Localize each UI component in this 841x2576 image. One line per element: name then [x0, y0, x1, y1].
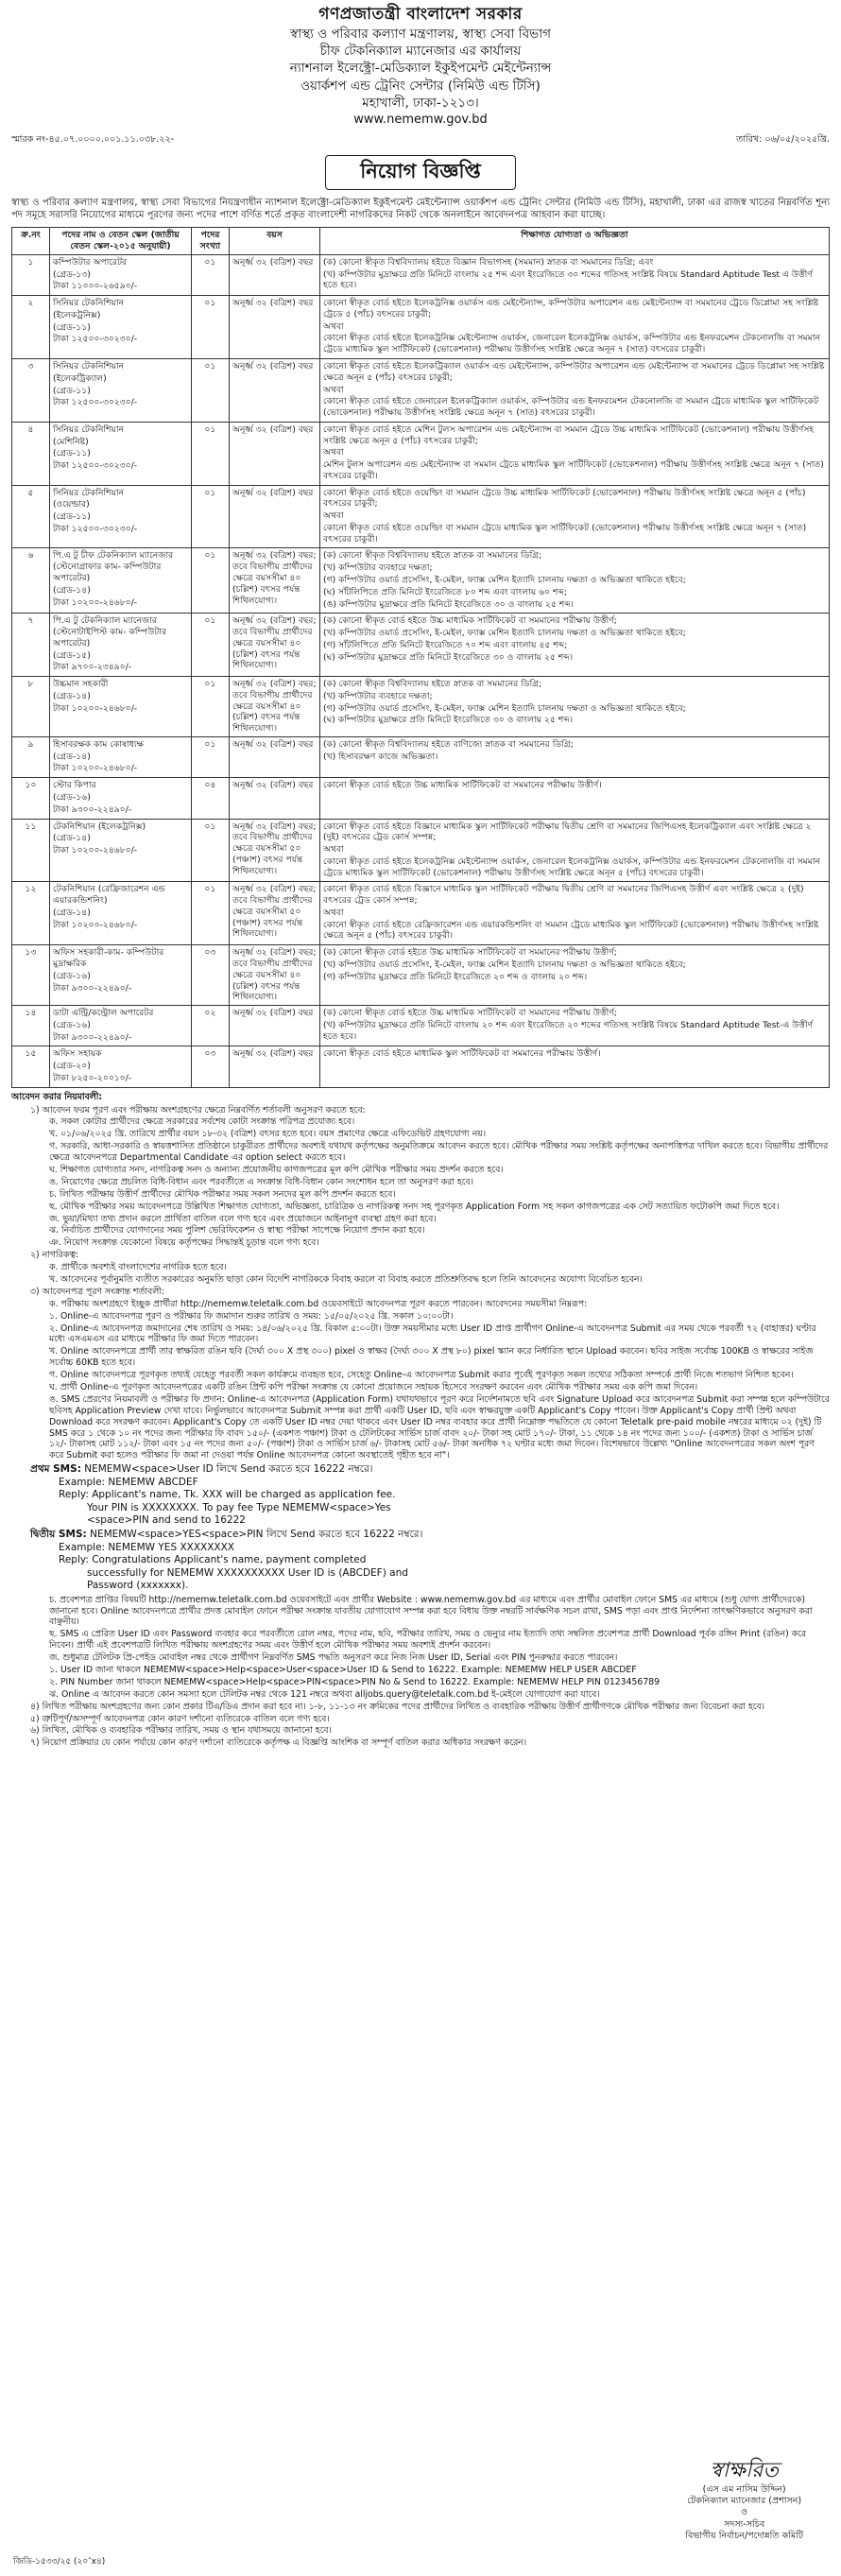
row-count: ০১	[192, 548, 230, 614]
row-count: ০১	[192, 485, 230, 548]
row-post	[50, 296, 192, 359]
requirement-line: (খ) কম্পিউটার ওয়ার্ড প্রসেসিং, ই-মেইল, ফ্যাক্স মেশিন ইত্যাদি চালনায় দক্ষতা ও অভিজ্ঞতা থাকিতে হইবে;	[323, 959, 686, 970]
row-serial: ৭	[12, 614, 50, 677]
post-line: টাকা ১০২০০-২৪৬৮০/-	[53, 763, 138, 774]
rule-2a: ক. প্রার্থীকে অবশ্যই বাংলাদেশের নাগরিক হতে হবে।	[49, 1262, 227, 1273]
rule-7: ৭) নিয়োগ প্রক্রিয়ার যে কোন পর্যায়ে কোন কারণ দর্শানো ব্যতিরেকে কর্তৃপক্ষ এ বিজ্ঞপ্তি আংশিক বা সম্পূর্ণ বাতিল করার অধিকার সংরক্ষণ করেন।	[30, 1738, 527, 1749]
post-line: টাকা ১২৫০০-৩০২৩০/-	[53, 523, 138, 534]
row-count: ০১	[192, 422, 230, 485]
row-count: ০৩	[192, 1046, 230, 1087]
vacancy-table	[11, 227, 830, 1087]
post-line: কম্পিউটার অপারেটর	[53, 256, 128, 268]
sms2-text: NEMEMW<space>YES<space>PIN লিখে Send করতে হবে 16222 নম্বরে।	[90, 1529, 423, 1541]
requirement-line: (গ) কম্পিউটার ওয়ার্ড প্রসেসিং, ই-মেইল, ফ্যাক্স মেশিন ইত্যাদি চালনায় দক্ষতা ও অভিজ্ঞতা থাকিতে হইবে;	[323, 575, 686, 585]
post-line: টেকনিশিয়ান (রেফ্রিজারেশন এন্ড এয়ারকন্ডিশনিং)	[53, 884, 165, 907]
rule-3g: ছ. SMS এ প্রেরিত User ID এবং Password ব্যবহার করে পরবর্তীতে রোল নম্বর, পদের নাম, ছবি, পরীক্ষার তারিখ, সময় ও ভেন্যুর নাম ইত্যাদি তথ্য সম্বলিত প্রবেশপত্র প্রার্থী Download পূর্বক রঙ্গিন Print (রঙিন) করে নিবেন। প্রার্থী এই প্রবেশপত্রটি লিখিত পরীক্ষায় অংশগ্রহণের সময় এবং উত্তীর্ণ হলে মৌখিক পরীক্ষার সময় অবশ্যই প্রদর্শন করবেন।	[49, 1629, 807, 1651]
requirement-line: অথবা	[323, 384, 344, 395]
sms2-reply-1: Reply: Congratulations Applicant's name, payment completed	[59, 1554, 367, 1566]
row-serial: ১২	[12, 882, 50, 945]
institute-line: ন্যাশনাল ইলেক্ট্রো-মেডিক্যাল ইকুইপমেন্ট মেইন্টেন্যান্স	[289, 61, 552, 77]
row-age: অনূর্ধ্ব ৩২ (বত্রিশ) বছর	[230, 358, 320, 422]
office-line: চীফ টেকনিক্যাল ম্যানেজার এর কার্যালয়	[319, 43, 522, 60]
instructions	[11, 1092, 830, 1750]
row-requirements	[320, 677, 830, 737]
post-line: টাকা ১২৫০০-৩০২৩০/-	[53, 397, 138, 408]
sms1-example: Example: NEMEMW ABCDEF	[59, 1476, 198, 1488]
notice-page	[11, 0, 830, 1749]
row-age: অনূর্ধ্ব ৩২ (বত্রিশ) বছর	[230, 736, 320, 777]
gov-title: গণপ্রজাতন্ত্রী বাংলাদেশ সরকার	[318, 5, 523, 24]
row-age: অনূর্ধ্ব ৩২ (বত্রিশ) বছর	[230, 422, 320, 485]
row-age: অনূর্ধ্ব ৩২ (বত্রিশ) বছর; তবে বিভাগীয় প্রার্থীদের ক্ষেত্রে বয়সসীমা ৪০ (চল্লিশ) বৎসর পর্যন্ত শিথিলযোগ্য।	[230, 548, 320, 614]
row-post	[50, 736, 192, 777]
post-line: (গ্রেড-২০)	[53, 1061, 91, 1072]
table-row	[12, 1006, 830, 1046]
sms1-reply-1: Reply: Applicant's name, Tk. XXX will be charged as application fee.	[59, 1489, 396, 1501]
post-line: টাকা ১০২০০-২৪৬৮০/-	[53, 702, 138, 714]
table-row	[12, 296, 830, 359]
row-age: অনূর্ধ্ব ৩২ (বত্রিশ) বছর	[230, 296, 320, 359]
row-age: অনূর্ধ্ব ৩২ (বত্রিশ) বছর; তবে বিভাগীয় প্রার্থীদের ক্ষেত্রে বয়সসীমা ৫০ (পঞ্চাশ) বৎসর পর্যন্ত শিথিলযোগ্য।	[230, 819, 320, 882]
row-age: অনূর্ধ্ব ৩২ (বত্রিশ) বছর	[230, 1046, 320, 1087]
table-body	[12, 254, 830, 1087]
post-line: টাকা ১১০০০-২৬৫৯০/-	[53, 281, 138, 292]
row-post	[50, 882, 192, 945]
requirement-line: (খ) কম্পিউটার ওয়ার্ড প্রসেসিং, ই-মেইল, ফ্যাক্স মেশিন ইত্যাদি চালনায় দক্ষতা ও অভিজ্ঞতা থাকিতে হইবে;	[323, 628, 686, 639]
requirement-line: (ক) কোনো স্বীকৃত বোর্ড হইতে উচ্চ মাধ্যমিক সার্টিফিকেট বা সমমানের পরীক্ষায় উত্তীর্ণ;	[323, 1008, 617, 1019]
row-requirements	[320, 254, 830, 295]
rule-4: ৪) লিখিত পরীক্ষায় অংশগ্রহণের জন্য কোন প্রকার টিএ/ডিএ প্রদান করা হবে না। ১-৮, ১১-১৩ নং ক্রমিকের পদের প্রার্থীদের লিখিত ও ব্যবহারিক পরীক্ষায় উত্তীর্ণ প্রার্থীগণকে মৌখিক পরীক্ষার জন্য বিবেচনা করা হবে।	[30, 1701, 764, 1712]
rule-1e: ঙ. নিয়োগের ক্ষেত্রে প্রচলিত বিধি-বিধান এবং পরবর্তীতে এ সংক্রান্ত বিধি-বিধান কোন সংশোধন হলে তা অনুসরণ করা হবে।	[49, 1176, 473, 1187]
requirement-line: (ক) কোনো স্বীকৃত বিশ্ববিদ্যালয় হইতে বাণিজ্যে স্নাতক বা সমমানের ডিগ্রি;	[323, 738, 574, 750]
row-age: অনূর্ধ্ব ৩২ (বত্রিশ) বছর; তবে বিভাগীয় প্রার্থীদের ক্ষেত্রে বয়সসীমা ৪০ (চল্লিশ) বৎসর পর্যন্ত শিথিলযোগ্য।	[230, 945, 320, 1006]
post-line: ডাটা এন্ট্রি/কন্ট্রোল অপারেটর	[53, 1008, 154, 1019]
row-serial: ১০	[12, 778, 50, 819]
post-line: (গ্রেড-১১)	[53, 448, 91, 459]
row-requirements	[320, 614, 830, 677]
row-serial: ৯	[12, 736, 50, 777]
post-line: টাকা ১০২০০-২৪৬৮০/-	[53, 596, 138, 608]
row-count: ০২	[192, 1006, 230, 1046]
sms1-text: NEMEMW<space>User ID লিখে Send করতে হবে 16222 নম্বরে।	[84, 1463, 373, 1476]
table-row	[12, 736, 830, 777]
row-serial: ৬	[12, 548, 50, 614]
rule-1i: ঝ. নির্বাচিত প্রার্থীদের যোগদানের সময় পুলিশ ভেরিফিকেশন ও স্বাস্থ্য পরীক্ষা সাপেক্ষে নিয়োগ প্রদান করা হবে।	[49, 1225, 425, 1236]
row-post	[50, 254, 192, 295]
rule-1d: ঘ. শিক্ষাগত যোগ্যতার সনদ, নাগরিকত্ব সনদ ও অন্যান্য প্রয়োজনীয় কাগজপত্রের মূল কপি মৌখিক পরীক্ষার সময় প্রদর্শন করতে হবে।	[49, 1164, 504, 1175]
row-age: অনূর্ধ্ব ৩২ (বত্রিশ) বছর	[230, 778, 320, 819]
col-header-count: পদের সংখ্যা	[192, 228, 230, 255]
requirement-line: (গ) কম্পিউটার ওয়ার্ড প্রসেসিং, ই-মেইল, ফ্যাক্স মেশিন ইত্যাদি চালনায় দক্ষতা ও অভিজ্ঞতা থাকিতে হইবে;	[323, 702, 686, 714]
post-line: টাকা ১২৫০০-৩০২৩০/-	[53, 460, 138, 472]
ministry-line: স্বাস্থ্য ও পরিবার কল্যাণ মন্ত্রণালয়, স্বাস্থ্য সেবা বিভাগ	[289, 26, 551, 42]
requirement-line: কোনো স্বীকৃত বোর্ড হইতে ওয়েল্ডিং বা সমমান ট্রেডে উচ্চ মাধ্যমিক সার্টিফিকেট (ভোকেশনাল) পরীক্ষায় উত্তীর্ণসহ সংশ্লিষ্ট ক্ষেত্রে অনূন ৫ (পাঁচ) বৎসরের চাকুরী;	[323, 487, 806, 510]
requirement-line: কোনো স্বীকৃত বোর্ড হইতে মেশিন টুলস অপারেশন এন্ড মেইন্টেন্যান্স বা সমমান ট্রেডে উচ্চ মাধ্যমিক সার্টিফিকেট (ভোকেশনাল) পরীক্ষায় উত্তীর্ণসহ সংশ্লিষ্ট ক্ষেত্রে অনূন ৫ (পাঁচ) বৎসরের চাকুরী;	[323, 424, 815, 446]
website-link[interactable]: www.nememw.gov.bd	[353, 112, 488, 128]
post-line: টাকা ১০২০০-২৪৬৮০/-	[53, 919, 138, 930]
sms2-reply-3: Password (xxxxxxx).	[87, 1580, 189, 1592]
sms2-reply-2: successfully for NEMEMW XXXXXXXXXX User ID is (ABCDEF) and	[87, 1566, 408, 1579]
requirement-line: (ক) কোনো স্বীকৃত বিশ্ববিদ্যালয় হইতে স্নাতক বা সমমানের ডিগ্রি;	[323, 679, 542, 690]
application-title: ৩) আবেদনপত্র পূরণ সংক্রান্ত শর্তাবলী:	[30, 1286, 164, 1297]
requirement-line: অথবা	[323, 320, 344, 332]
table-header-row	[12, 228, 830, 255]
requirement-line: কোনো স্বীকৃত বোর্ড হইতে বিজ্ঞানে মাধ্যমিক স্কুল সার্টিফিকেট পরীক্ষায় দ্বিতীয় শ্রেণি বা সমমানের জিপিএসহ ইলেকট্রিক্যাল এবং সংশ্লিষ্ট ক্ষেত্রে ২ (দুই) বৎসরের ট্রেড কোর্স সম্পন্ন;	[323, 821, 812, 843]
post-line: (গ্রেড-১৫)	[53, 649, 91, 661]
row-post	[50, 945, 192, 1006]
col-header-requirements: শিক্ষাগত যোগ্যতা ও অভিজ্ঞতা	[320, 228, 830, 255]
row-requirements	[320, 548, 830, 614]
rule-3a: ক. পরীক্ষায় অংশগ্রহণে ইচ্ছুক প্রার্থীরা http://nememw.teletalk.com.bd ওয়েবসাইটে আবেদনপত্র পূরণ করতে পারবেন। আবেদনের সময়সীমা নিম্নরূপ:	[49, 1298, 588, 1309]
post-line: (গ্রেড-১৬)	[53, 792, 91, 804]
post-line: টাকা ৮২৫০-২০০১০/-	[53, 1072, 132, 1083]
rule-6: ৬) লিখিত, মৌখিক ও ব্যবহারিক পরীক্ষার তারিখ, সময় ও স্থান যথাসময়ে জানানো হবে।	[30, 1725, 332, 1737]
table-row	[12, 254, 830, 295]
row-post	[50, 548, 192, 614]
intro-paragraph: স্বাস্থ্য ও পরিবার কল্যাণ মন্ত্রণালয়, স্বাস্থ্য সেবা বিভাগের নিয়ন্ত্রণাধীন ন্যাশনাল ইলেক্ট্রো-মেডিক্যাল ইকুইপমেন্ট মেইন্টেন্যান্স ওয়ার্কশপ এন্ড ট্রেনিং সেন্টার (নিমিউ এন্ড টিসি), মহাখালী, ঢাকা এর রাজস্ব খাতের নিম্নবর্ণিত শূন্য পদ সমূহে সরাসরি নিয়োগের মাধ্যমে পূরণের জন্য পদের পাশে বর্ণিত শর্তে প্রকৃত বাংলাদেশী নাগরিকদের নিকট থেকে অনলাইনে আবেদনপত্র আহবান করা যাচ্ছে।	[11, 197, 830, 220]
row-post	[50, 422, 192, 485]
post-line: (গ্রেড-১৬)	[53, 1019, 91, 1030]
reference-row	[11, 134, 830, 146]
post-line: (গ্রেড-১৪)	[53, 584, 91, 596]
table-row	[12, 485, 830, 548]
row-requirements	[320, 1046, 830, 1087]
requirement-line: কোনো স্বীকৃত বোর্ড হইতে ইলেকট্রিক্যাল ওয়ার্কস এন্ড মেইন্টেন্যান্স, কম্পিউটার অপারেশন এন্ড মেইন্টেন্যান্স বা সমমানের ট্রেডে ডিপ্লোমা সহ সংশ্লিষ্ট ক্ষেত্রে অনূন ৫ (পাঁচ) বৎসরের চাকুরী;	[323, 360, 825, 383]
requirement-line: (খ) কম্পিউটার ব্যবহারে দক্ষতা;	[323, 690, 433, 701]
signatory-name: (এস এম নাসিম উদ্দিন)	[702, 2484, 786, 2496]
post-line: (ইলেকট্রিক্যাল)	[53, 372, 107, 384]
requirement-line: কোনো স্বীকৃত বোর্ড হইতে ওয়েল্ডিং বা সমমান ট্রেডে মাধ্যমিক স্কুল সার্টিফিকেট (ভোকেশনাল) পরীক্ষায় উত্তীর্ণসহ সংশ্লিষ্ট ক্ষেত্রে অনূন ৭ (সাত) বৎসরের চাকুরী।	[323, 522, 807, 545]
post-line: (ওয়েল্ডার)	[53, 499, 90, 510]
row-age: অনূর্ধ্ব ৩২ (বত্রিশ) বছর; তবে বিভাগীয় প্রার্থীদের ক্ষেত্রে বয়সসীমা ৫০ (পঞ্চাশ) বৎসর পর্যন্ত শিথিলযোগ্য।	[230, 882, 320, 945]
row-post	[50, 614, 192, 677]
col-header-age: বয়স	[230, 228, 320, 255]
row-requirements	[320, 485, 830, 548]
row-post	[50, 358, 192, 422]
col-header-serial: ক্র.নং	[12, 228, 50, 255]
post-line: (ইলেকট্রনিক্স)	[53, 309, 101, 320]
row-requirements	[320, 882, 830, 945]
row-requirements	[320, 358, 830, 422]
row-requirements	[320, 296, 830, 359]
post-line: (গ্রেড-১৪)	[53, 751, 91, 762]
table-row	[12, 677, 830, 737]
requirement-line: (খ) কম্পিউটার মুদ্রাক্ষরে প্রতি মিনিটে বাংলায় ২০ শব্দ এবং ইংরেজিতে ২০ শব্দের গতিসহ সংশ্লিষ্ট বিষয়ে Standard Aptitude Test-এ উত্তীর্ণ হতে হবে।	[323, 1019, 814, 1042]
notice-title: নিয়োগ বিজ্ঞপ্তি	[325, 155, 516, 190]
table-row	[12, 882, 830, 945]
post-line: টেকনিশিয়ান (ইলেকট্রনিক্স)	[53, 821, 146, 832]
rule-5: ৫) ত্রুটিপূর্ণ/অসম্পূর্ণ আবেদনপত্র কোন কারণ দর্শানো ব্যতিরেকে বাতিল বলে গণ্য হবে।	[30, 1713, 330, 1724]
row-age: অনূর্ধ্ব ৩২ (বত্রিশ) বছর	[230, 254, 320, 295]
rule-1j: ঞ. নিয়োগ সংক্রান্ত যেকোনো বিষয়ে কর্তৃপক্ষের সিদ্ধান্তই চূড়ান্ত বলে গণ্য হবে।	[49, 1237, 319, 1249]
rule-3h2: ২. PIN Number জানা থাকলে NEMEMW<space>Help<space>PIN<space>PIN No & Send to 16222. Example: NEMEMW HELP PIN 0123456789	[49, 1676, 661, 1687]
post-line: (গ্রেড-১৪)	[53, 690, 91, 701]
rule-3b: খ. Online আবেদনপত্রে প্রার্থী তার স্বাক্ষরিত রঙিন ছবি (দৈর্ঘ্য ৩০০ X প্রস্থ ৩০০) pixel ও স্বাক্ষর (দৈর্ঘ্য ৩০০ X প্রস্থ ৮০) pixel স্ক্যান করে নির্ধারিত স্থানে Upload করবেন। ছবির সাইজ সর্বোচ্চ 100KB ও স্বাক্ষরের সাইজ সর্বোচ্চ 60KB হতে হবে।	[49, 1346, 814, 1369]
post-line: অফিস সহকারী-কাম- কম্পিউটার মুদ্রাক্ষরিক	[53, 947, 164, 969]
rule-3d: ঘ. প্রার্থী Online-এ পূরণকৃত আবেদনপত্রের একটি রঙিন প্রিন্ট কপি পরীক্ষা সংক্রান্ত যে কোনো প্রয়োজনে সহায়ক হিসেবে সংরক্ষণ করবেন এবং মৌখিক পরীক্ষার সময় এক কপি জমা দিবেন।	[49, 1382, 698, 1392]
row-serial: ১	[12, 254, 50, 295]
post-line: পি.এ টু টেকনিক্যাল ম্যানেজার (স্টেনোটাইপিস্ট কাম- কম্পিউটার অপারেটর)	[53, 615, 167, 648]
requirement-line: মেশিন টুলস অপারেশন এন্ড মেইন্টেন্যান্স বা সমমান ট্রেডে মাধ্যমিক স্কুল সার্টিফিকেট (ভোকেশনাল) পরীক্ষায় উত্তীর্ণসহ সংশ্লিষ্ট ক্ষেত্রে অনূন ৭ (সাত) বৎসরের চাকুরী।	[323, 459, 824, 481]
row-post	[50, 819, 192, 882]
row-serial: ৪	[12, 422, 50, 485]
table-row	[12, 778, 830, 819]
row-age: অনূর্ধ্ব ৩২ (বত্রিশ) বছর; তবে বিভাগীয় প্রার্থীদের ক্ষেত্রে বয়সসীমা ৪০ (চল্লিশ) বৎসর পর্যন্ত শিথিলযোগ্য।	[230, 614, 320, 677]
signatory-designation: টেকনিক্যাল ম্যানেজার (প্রশাসন)	[687, 2496, 802, 2507]
post-line: টাকা ৯৩০০-২২৪৯০/-	[53, 1031, 132, 1043]
post-line: উচ্চমান সহকারী	[53, 679, 109, 690]
rule-3i: ঝ. Online এ আবেদন করতে কোন সমস্যা হলে টেলিটক নম্বর থেকে 121 নম্বরে অথবা alljobs.query@teletalk.com.bd ই-মেইলে যোগাযোগ করা যাবে।	[49, 1688, 600, 1700]
row-serial: ৩	[12, 358, 50, 422]
rule-3a1: ১. Online-এ আবেদনপত্র পূরণ ও পরীক্ষার ফি জমাদান শুরুর তারিখ ও সময়: ১৫/০৫/২০২৫ খ্রি. সকাল ১০:০০টা।	[49, 1310, 454, 1322]
sms-first	[30, 1463, 830, 1527]
row-age: অনূর্ধ্ব ৩২ (বত্রিশ) বছর	[230, 485, 320, 548]
row-count: ০৪	[192, 778, 230, 819]
post-line: স্টোর কিপার	[53, 780, 96, 791]
rule-2b: খ. আবেদনের পূর্বানুমতি ব্যতীত সরকারের অনুমতি ছাড়া কোন বিদেশি নাগরিককে বিবাহ করলে বা বিবাহ করতে প্রতিশ্রুতিবদ্ধ হলে তিনি আবেদনের অযোগ্য বিবেচিত হবেন।	[49, 1273, 643, 1285]
row-count: ০১	[192, 882, 230, 945]
requirement-line: কোনো স্বীকৃত বোর্ড হইতে জেনারেল ইলেকট্রিক্যাল ওয়ার্কস, কম্পিউটার এন্ড ইনফরমেশন টেকনোলজি বা সমমান ট্রেডে মাধ্যমিক স্কুল সার্টিফিকেট (ভোকেশনাল) পরীক্ষায় উত্তীর্ণসহ সংশ্লিষ্ট ক্ষেত্রে অনূন ৭ (সাত) বৎসরের চাকুরী।	[323, 396, 819, 419]
requirement-line: অথবা	[323, 510, 344, 522]
row-post	[50, 1046, 192, 1087]
row-serial: ১৩	[12, 945, 50, 1006]
requirement-line: কোনো স্বীকৃত বোর্ড হইতে রেফ্রিজারেশন এন্ড এয়ারকন্ডিশনিং বা সমমান ট্রেডে মাধ্যমিক স্কুল সার্টিফিকেট (ভোকেশনাল) পরীক্ষায় উত্তীর্ণসহ সংশ্লিষ্ট ক্ষেত্রে অনূন ৫ (পাঁচ) বৎসরের চাকুরী।	[323, 919, 819, 942]
post-line: (গ্রেড-১১)	[53, 321, 91, 333]
post-line: অফিস সহায়ক	[53, 1048, 102, 1060]
requirement-line: (ঘ) সাঁটলিপিতে প্রতি মিনিটে ইংরেজিতে ৮০ শব্দ এবং বাংলায় ৬০ শব্দ;	[323, 586, 568, 597]
row-requirements	[320, 945, 830, 1006]
row-serial: ২	[12, 296, 50, 359]
requirement-line: (ক) কোনো স্বীকৃত বোর্ড হইতে উচ্চ মাধ্যমিক সার্টিফিকেট বা সমমানের পরীক্ষায় উত্তীর্ণ;	[323, 947, 617, 959]
rule-3e: ঙ. SMS প্রেরণের নিয়মাবলী ও পরীক্ষার ফি প্রদান: Online-এ আবেদনপত্র (Application Form) যথাযথভাবে পূরণ করে নির্দেশনামতে ছবি এবং Signature Upload করে আবেদনপত্র Submit করা সম্পন্ন হলে কম্পিউটারে ছবিসহ Application Preview দেখা যাবে। নির্ভুলভাবে আবেদনপত্র Submit সম্পন্ন করা প্রার্থী একটি User ID, ছবি এবং স্বাক্ষরযুক্ত একটি Applicant's Copy পাবেন। উক্ত Applicant's Copy প্রার্থী প্রিন্ট অথবা Download করে সংরক্ষণ করবেন। Applicant's Copy তে একটি User ID নম্বর দেয়া থাকবে এবং User ID নম্বর ব্যবহার করে প্রার্থী নিম্নোক্ত পদ্ধতিতে যে কোনো Teletalk pre-paid mobile নম্বরের মাধ্যমে ০২ (দুই) টি SMS করে ১ থেকে ১০ নং পদের জন্য পরীক্ষার ফি বাবদ ১৫০/- (একশত পঞ্চাশ) টাকা ও টেলিটকের সার্ভিস চার্জ বাবদ ২০/- টাকা সহ মোট ১৭০/- টাকা, ১১ থেকে ১৪ নং পদের জন্য ১০০/- (একশত) টাকা ও সার্ভিস চার্জ ১২/- টাকাসহ মোট ১১২/- টাকা এবং ১৫ নং পদের জন্য ৫০/- (পঞ্চাশ) টাকা ও সার্ভিস চার্জ ৬/- টাকাসহ মোট ৫৬/- টাকা অনধিক ৭২ ঘণ্টার মধ্যে জমা দিবেন। বিশেষভাবে উল্লেখ্য "Online আবেদনপত্রের সকল অংশ পূরণ করে Submit করা হলেও পরীক্ষার ফি জমা না দেওয়া পর্যন্ত Online আবেদনপত্র কোনো অবস্থাতেই গৃহীত হবে না"।	[49, 1393, 830, 1461]
requirement-line: (গ) সাঁটলিপিতে প্রতি মিনিটে ইংরেজিতে ৭০ শব্দ এবং বাংলায় ৪৫ শব্দ;	[323, 639, 568, 650]
row-requirements	[320, 778, 830, 819]
signatory-role-4: বিভাগীয় নির্বাচন/পদোন্নতি কমিটি	[685, 2530, 803, 2541]
row-count: ০১	[192, 819, 230, 882]
post-line: হিসাবরক্ষক কাম কোষাধ্যক্ষ	[53, 738, 145, 750]
requirement-line: (ঘ) কম্পিউটার মুদ্রাক্ষরে প্রতি মিনিটে ইংরেজিতে ৩০ ও বাংলায় ২৫ শব্দ।	[323, 715, 573, 726]
rule-1a: ক. সকল কোটার প্রার্থীদের ক্ষেত্রে সরকারের সর্বশেষ কোটা সংক্রান্ত পরিপত্র প্রযোজ্য হবে।	[49, 1116, 355, 1128]
post-line: (গ্রেড-১৩)	[53, 268, 91, 280]
sms1-label: প্রথম SMS:	[30, 1463, 81, 1476]
post-line: (গ্রেড-১৬)	[53, 970, 91, 981]
rule-1f: চ. লিখিত পরীক্ষায় উত্তীর্ণ প্রার্থীদের মৌখিক পরীক্ষার সময় সকল সনদের মূল কপি প্রদর্শন করতে হবে।	[49, 1188, 396, 1200]
row-count: ০১	[192, 254, 230, 295]
notice-date: তারিখ: ০৬/০৫/২০২৫খ্রি.	[736, 133, 830, 145]
memo-number: স্মারক নং-৪৫.০৭.০০০০.০০১.১১.০৩৮.২২-	[11, 133, 175, 145]
row-post	[50, 1006, 192, 1046]
col-header-post: পদের নাম ও বেতন স্কেল (জাতীয় বেতন স্কেল-২০১৫ অনুযায়ী)	[50, 228, 192, 255]
requirement-line: অথবা	[323, 844, 344, 856]
requirement-line: (গ) কম্পিউটার মুদ্রাক্ষরে প্রতি মিনিটে ইংরেজিতে ২০ শব্দ ও বাংলায় ২০ শব্দ।	[323, 971, 588, 982]
row-requirements	[320, 819, 830, 882]
rules-title: আবেদন করার নিয়মাবলী:	[11, 1091, 103, 1102]
post-line: সিনিয়র টেকনিশিয়ান	[53, 360, 125, 372]
requirement-line: (ক) কোনো স্বীকৃত বিশ্ববিদ্যালয় হইতে বিজ্ঞান বিভাগসহ (সমমান) স্নাতক বা সমমানের ডিগ্রি; এবং	[323, 256, 654, 268]
requirement-line: কোনো স্বীকৃত বোর্ড হইতে ইলেকট্রনিক্স মেইন্টেন্যান্স ওয়ার্কস, জেনারেল ইলেকট্রনিক্স ওয়ার্কস, কম্পিউটার এন্ড ইনফরমেশন টেকনোলজি বা সমমান ট্রেডে মাধ্যমিক স্কুল সার্টিফিকেট (ভোকেশনাল) পরীক্ষায় উত্তীর্ণসহ সংশ্লিষ্ট ক্ষেত্রে অনূন ৭ (সাত) বৎসরের চাকুরী।	[323, 333, 821, 355]
rule-1g: ছ. মৌখিক পরীক্ষার সময় আবেদনপত্রে উল্লিখিত শিক্ষাগত যোগ্যতা, অভিজ্ঞতা, চারিত্রিক ও নাগরিকত্ব সনদ সহ পূরণকৃত Application Form সহ সকল কাগজপত্রের এক সেট সত্যায়িত ফটোকপি জমা দিতে হবে।	[49, 1201, 780, 1212]
post-line: টাকা ৯৩০০-২২৪৯০/-	[53, 804, 132, 815]
sms-second	[30, 1529, 830, 1592]
requirement-line: (ঘ) কম্পিউটার মুদ্রাক্ষরে প্রতি মিনিটে ইংরেজিতে ৩০ ও বাংলায় ২৫ শব্দ।	[323, 651, 573, 663]
row-age: অনূর্ধ্ব ৩২ (বত্রিশ) বছর; তবে বিভাগীয় প্রার্থীদের ক্ষেত্রে বয়সসীমা ৪০ (চল্লিশ) বৎসর পর্যন্ত শিথিলযোগ্য।	[230, 677, 320, 737]
sms2-label: দ্বিতীয় SMS:	[30, 1529, 87, 1541]
institute-line-2: ওয়ার্কশপ এন্ড ট্রেনিং সেন্টার (নিমিউ এন্ড টিসি)	[300, 78, 541, 94]
requirement-line: (খ) কম্পিউটার মুদ্রাক্ষরে প্রতি মিনিটে বাংলায় ২৫ শব্দ এবং ইংরেজিতে ৩০ শব্দের গতিসহ সংশ্লিষ্ট বিষয়ে Standard Aptitude Test এ উত্তীর্ণ হতে হবে।	[323, 268, 813, 291]
sms1-reply-2: Your PIN is XXXXXXXX. To pay fee Type NEMEMW<space>Yes	[87, 1501, 391, 1513]
post-line: (গ্রেড-১১)	[53, 385, 91, 396]
rule-1c: গ. সরকারি, আধা-সরকারি ও স্বায়ত্তশাসিত প্রতিষ্ঠানে চাকুরীরত প্রার্থীদের অবশ্যই যথাযথ কর্তৃপক্ষের অনুমতিক্রমে আবেদন করতে হবে। মৌখিক পরীক্ষার সময় সংশ্লিষ্ট কর্তৃপক্ষের অনাপত্তিপত্র দাখিল করতে হবে। বিভাগীয় প্রার্থীদের ক্ষেত্রে আবেদনপত্রে Departmental Candidate এর option select করতে হবে।	[49, 1141, 829, 1164]
row-serial: ১৪	[12, 1006, 50, 1046]
row-count: ০১	[192, 296, 230, 359]
post-line: টাকা ১০২০০-২৪৬৮০/-	[53, 845, 138, 856]
post-line: পি.এ টু চীফ টেকনিক্যাল ম্যানেজার (স্টেনোগ্রাফার কাম- কম্পিউটার অপারেটর)	[53, 550, 174, 583]
row-count: ০১	[192, 358, 230, 422]
requirement-line: কোনো স্বীকৃত বোর্ড হইতে উচ্চ মাধ্যমিক সার্টিফিকেট বা সমমানের পরীক্ষায় উত্তীর্ণ।	[323, 780, 602, 791]
table-row	[12, 614, 830, 677]
table-row	[12, 945, 830, 1006]
requirement-line: (খ) কম্পিউটার ব্যবহারে দক্ষতা;	[323, 562, 433, 574]
rule-1: ১) আবেদন ফরম পূরণ এবং পরীক্ষায় অংশগ্রহণের ক্ষেত্রে নিম্নবর্ণিত শর্তাবলী অনুসরণ করতে হবে:	[30, 1104, 366, 1115]
post-line: টাকা ৯৩০০-২২৪৯০/-	[53, 982, 132, 994]
row-requirements	[320, 1006, 830, 1046]
gd-footer: জিডি-১৫৩৩/২৫ (২০″x৪)	[13, 2557, 106, 2567]
rule-3c: গ. Online আবেদনপত্রে পূরণকৃত তথ্যই যেহেতু পরবর্তী সকল কার্যক্রমে ব্যবহৃত হবে, সেহেতু Online-এ আবেদনপত্র Submit করার পূর্বেই পূরণকৃত সকল তথ্যের সঠিকতা সম্পর্কে প্রার্থী নিজে শতভাগ নিশ্চিত হবেন।	[49, 1370, 794, 1381]
row-requirements	[320, 736, 830, 777]
post-line: টাকা ৯৭০০-২৩৪৯০/-	[53, 662, 132, 673]
post-line: সিনিয়র টেকনিশিয়ান	[53, 424, 125, 435]
rule-3f: চ. প্রবেশপত্র প্রাপ্তির বিষয়টি http://nememw.teletalk.com.bd ওয়েবসাইটে এবং প্রার্থীর Website : www.nememw.gov.bd এর মাধ্যমে এবং প্রার্থীর মোবাইল ফোনে SMS এর মাধ্যমে (শুধু যোগ্য প্রার্থীদেরকে) জানানো হবে। Online আবেদনপত্রে প্রার্থীর প্রদত্ত মোবাইল ফোনে পরীক্ষা সংক্রান্ত যাবতীয় যোগাযোগ সম্পন্ন করা হবে বিধায় উক্ত নম্বরটি সার্বক্ষণিক সচল রাখা, SMS পড়া এবং প্রাপ্ত নির্দেশনা তাৎক্ষণিকভাবে অনুসরণ করা বাঞ্ছনীয়।	[49, 1594, 813, 1628]
post-line: (গ্রেড-১৪)	[53, 907, 91, 918]
signatory-role-2: ও	[741, 2507, 748, 2518]
handwritten-signature: স্বাক্ষরিত	[710, 2459, 779, 2482]
row-serial: ১৫	[12, 1046, 50, 1087]
table-row	[12, 548, 830, 614]
post-line: সিনিয়র টেকনিশিয়ান	[53, 487, 125, 498]
rule-1b: খ. ০১/০৬/২০২৫ খ্রি. তারিখে প্রার্থীর বয়স ১৮-৩২ (বত্রিশ) বৎসর হতে হবে। বয়স প্রমাণের ক্ষেত্রে এফিডেভিট গ্রহণযোগ্য নয়।	[49, 1129, 487, 1140]
table-row	[12, 1046, 830, 1087]
rule-3a2: ২. Online-এ আবেদনপত্র জমাদানের শেষ তারিখ ও সময়: ১৪/০৬/২০২৫ খ্রি. বিকাল ৫:০০টা। উক্ত সময়সীমার মধ্যে User ID প্রাপ্ত প্রার্থীগণ Online-এ আবেদনপত্র Submit এর সময় থেকে পরবর্তী ৭২ (বাহাত্তর) ঘণ্টার মধ্যে এসএমএস এর মাধ্যমে পরীক্ষার ফি জমা দিতে পারবেন।	[49, 1323, 816, 1345]
post-line: (গ্রেড-১১)	[53, 511, 91, 523]
post-line: (গ্রেড-১৪)	[53, 833, 91, 844]
row-count: ০১	[192, 736, 230, 777]
sms1-reply-3: <space>PIN and send to 16222	[87, 1513, 246, 1526]
row-post	[50, 677, 192, 737]
header	[11, 5, 830, 129]
citizenship-title: ২) নাগরিকত্ব:	[30, 1250, 78, 1261]
rule-1h: জ. ভুয়া/মিথ্যা তথ্য প্রদান করলে প্রার্থিতা বাতিল বলে গণ্য হবে এবং প্রয়োজনে আইনানুগ ব্যবস্থা গ্রহণ করা হবে।	[49, 1213, 437, 1224]
rule-3h: জ. শুধুমাত্র টেলিটক প্রি-পেইড মোবাইল নম্বর থেকে প্রার্থীগণ নিম্নবর্ণিত SMS পদ্ধতি অনুসরণ করে নিজ নিজ User ID, Serial এবং PIN পুনরুদ্ধার করতে পারবেন।	[49, 1652, 618, 1664]
requirement-line: অথবা	[323, 907, 344, 918]
sms2-example: Example: NEMEMW YES XXXXXXXX	[59, 1541, 234, 1553]
row-count: ০১	[192, 614, 230, 677]
row-serial: ৮	[12, 677, 50, 737]
row-age: অনূর্ধ্ব ৩২ (বত্রিশ) বছর	[230, 1006, 320, 1046]
row-serial: ১১	[12, 819, 50, 882]
requirement-line: কোনো স্বীকৃত বোর্ড হইতে ইলেকট্রনিক্স মেইন্টেন্যান্স ওয়ার্কস, জেনারেল ইলেকট্রনিক্স ওয়ার্কস, কম্পিউটার এন্ড ইনফরমেশন টেকনোলজি বা সমমান ট্রেডে মাধ্যমিক স্কুল সার্টিফিকেট (ভোকেশনাল) পরীক্ষায় উত্তীর্ণসহ সংশ্লিষ্ট ক্ষেত্রে অনূন ৫ (পাঁচ) বৎসরের চাকুরী।	[323, 856, 821, 878]
rule-3h1: ১. User ID জানা থাকলে NEMEMW<space>Help<space>User<space>User ID & Send to 16222. Example: NEMEMW HELP USER ABCDEF	[49, 1664, 637, 1675]
requirement-line: কোনো স্বীকৃত বোর্ড হইতে বিজ্ঞানে মাধ্যমিক স্কুল সার্টিফিকেট পরীক্ষায় দ্বিতীয় শ্রেণি বা সমমানের জিপিএসহ উত্তীর্ণ এবং সংশ্লিষ্ট ক্ষেত্রে ২ (দুই) বৎসরের ট্রেড কোর্স সম্পন্ন;	[323, 884, 804, 907]
requirement-line: (ক) কোনো স্বীকৃত বিশ্ববিদ্যালয় হইতে স্নাতক বা সমমানের ডিগ্রি;	[323, 550, 542, 562]
requirement-line: (ক) কোনো স্বীকৃত বোর্ড হইতে উচ্চ মাধ্যমিক সার্টিফিকেট বা সমমানের পরীক্ষায় উত্তীর্ণ;	[323, 615, 617, 627]
address-line: মহাখালী, ঢাকা-১২১৩।	[362, 95, 479, 111]
row-serial: ৫	[12, 485, 50, 548]
row-requirements	[320, 422, 830, 485]
row-post	[50, 485, 192, 548]
requirement-line: অথবা	[323, 447, 344, 458]
row-count: ০১	[192, 677, 230, 737]
requirement-line: কোনো স্বীকৃত বোর্ড হইতে ইলেকট্রনিক্স ওয়ার্কস এন্ড মেইন্টেন্যান্স, কম্পিউটার অপারেশন এন্ড মেইন্টেন্যান্স বা সমমানের ট্রেডে ডিপ্লোমা সহ সংশ্লিষ্ট ট্রেডে ৫ (পাঁচ) বৎসরের চাকুরী;	[323, 298, 819, 320]
requirement-line: (খ) হিসাবরক্ষণ কাজে অভিজ্ঞতা।	[323, 751, 438, 762]
row-post	[50, 778, 192, 819]
requirement-line: কোনো স্বীকৃত বোর্ড হইতে মাধ্যমিক স্কুল সার্টিফিকেট বা সমমানের পরীক্ষায় উত্তীর্ণ।	[323, 1048, 601, 1060]
table-row	[12, 358, 830, 422]
post-line: টাকা ১২৫০০-৩০২৩০/-	[53, 334, 138, 345]
row-count: ০৩	[192, 945, 230, 1006]
requirement-line: (ঙ) কম্পিউটার মুদ্রাক্ষরে প্রতি মিনিটে ইংরেজিতে ৩০ ও বাংলায় ২৫ শব্দ।	[323, 598, 575, 610]
signatory-role-3: সদস্য-সচিব	[724, 2518, 765, 2530]
table-row	[12, 819, 830, 882]
signature-block	[685, 2458, 803, 2542]
table-row	[12, 422, 830, 485]
post-line: (মেশিনিষ্ট)	[53, 436, 89, 447]
post-line: সিনিয়র টেকনিশিয়ান	[53, 298, 125, 309]
